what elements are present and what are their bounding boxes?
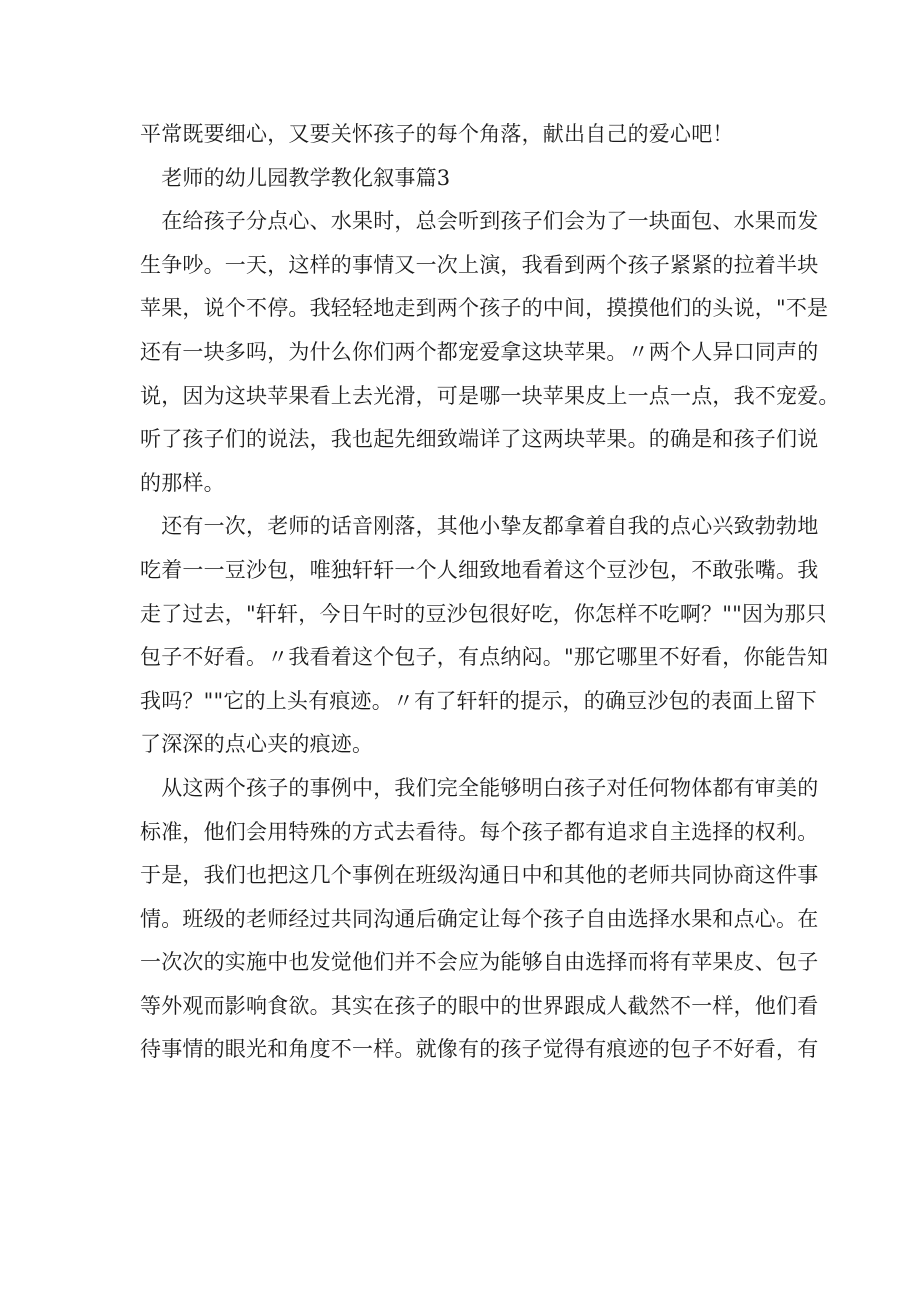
text-line: 平常既要细心，又要关怀孩子的每个角落，献出自己的爱心吧！: [140, 122, 734, 146]
text-line: 的那样。: [140, 470, 225, 495]
text-line: 于是，我们也把这几个事例在班级沟通日中和其他的老师共同协商这件事: [140, 863, 819, 888]
text-line: 说，因为这块苹果看上去光滑，可是哪一块苹果皮上一点一点，我不宠爱。: [140, 383, 840, 408]
text-line: 标准，他们会用特殊的方式去看待。每个孩子都有追求自主选择的权利。: [140, 819, 819, 844]
text-line: 待事情的眼光和角度不一样。就像有的孩子觉得有痕迹的包子不好看，有: [140, 1037, 819, 1062]
text-line: 情。班级的老师经过共同沟通后确定让每个孩子自由选择水果和点心。在: [140, 906, 819, 931]
text-line: 我吗？""它的上头有痕迹。〃有了轩轩的提示，的确豆沙包的表面上留下: [140, 688, 817, 713]
text-line: 还有一块多吗，为什么你们两个都宠爱拿这块苹果。〃两个人异口同声的: [140, 339, 819, 364]
text-line: 走了过去，"轩轩，今日午时的豆沙包很好吃，你怎样不吃啊？""因为那只: [140, 601, 827, 626]
body-text: [140, 113, 840, 1072]
text-line: 包子不好看。〃我看着这个包子，有点纳闷。"那它哪里不好看，你能告知: [140, 645, 829, 670]
text-line: 从这两个孩子的事例中，我们完全能够明白孩子对任何物体都有审美的: [140, 775, 819, 800]
text-line: 吃着一一豆沙包，唯独轩轩一个人细致地看着这个豆沙包，不敢张嘴。我: [140, 557, 819, 582]
text-line: 苹果，说个不停。我轻轻地走到两个孩子的中间，摸摸他们的头说，"不是: [140, 296, 829, 321]
text-line: 等外观而影响食欲。其实在孩子的眼中的世界跟成人截然不一样，他们看: [140, 993, 819, 1018]
section-heading: 老师的幼儿园教学教化叙事篇3: [140, 165, 451, 190]
text-line: 在给孩子分点心、水果时，总会听到孩子们会为了一块面包、水果而发: [140, 209, 819, 234]
text-line: 生争吵。一天，这样的事情又一次上演，我看到两个孩子紧紧的拉着半块: [140, 252, 819, 277]
text-line: 听了孩子们的说法，我也起先细致端详了这两块苹果。的确是和孩子们说: [140, 427, 819, 452]
text-line: 一次次的实施中也发觉他们并不会应为能够自由选择而将有苹果皮、包子: [140, 950, 819, 975]
text-line: 还有一次，老师的话音刚落，其他小挚友都拿着自我的点心兴致勃勃地: [140, 514, 819, 539]
text-line: 了深深的点心夹的痕迹。: [140, 732, 374, 757]
